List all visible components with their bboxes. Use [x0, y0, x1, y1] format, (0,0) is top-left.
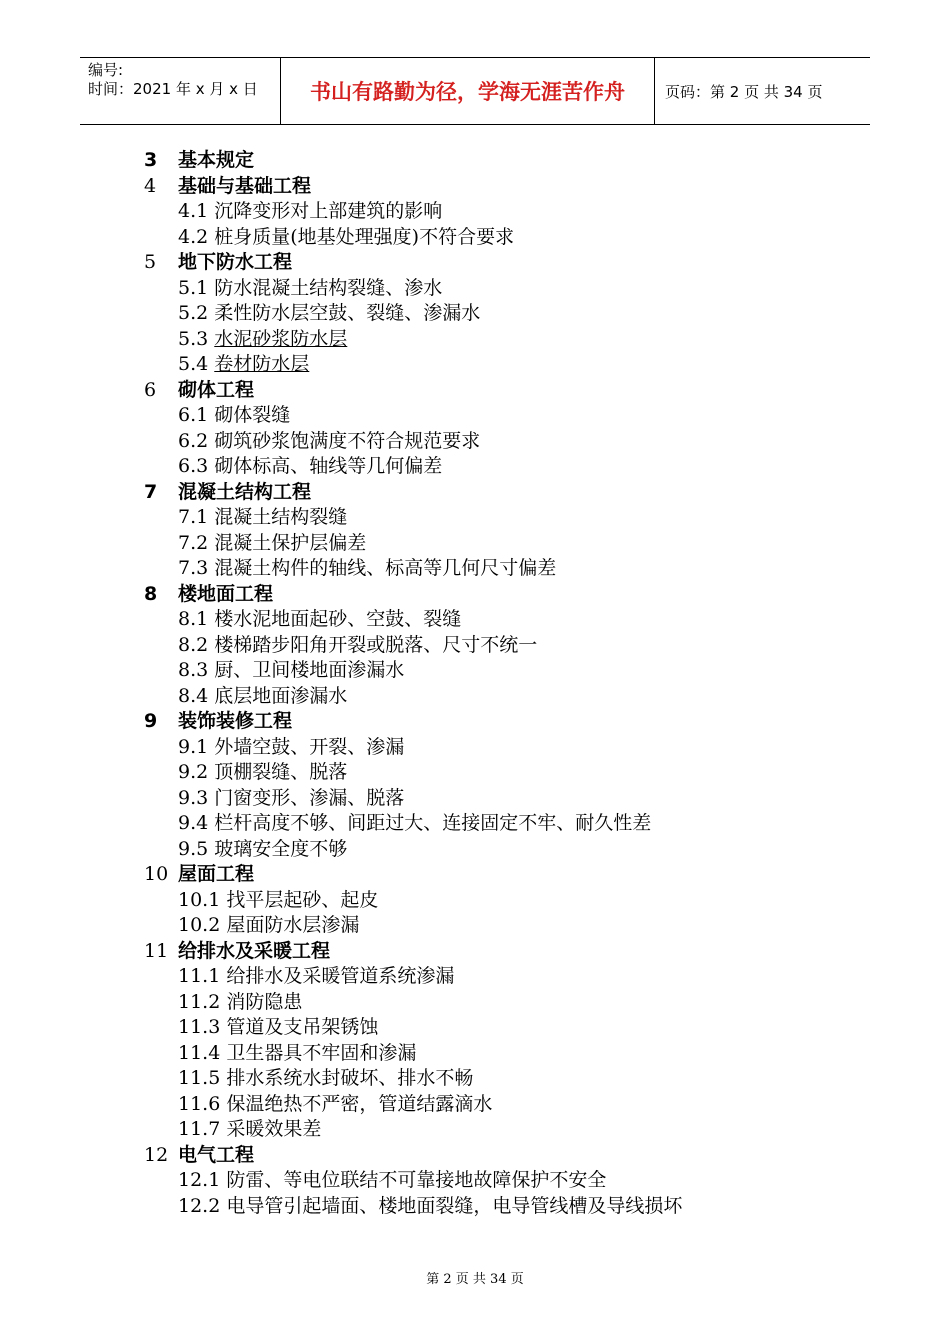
toc-subsection — [0, 913, 950, 939]
toc-subsection — [0, 225, 950, 251]
header-motto: 书山有路勤为径，学海无涯苦作舟 — [281, 58, 655, 124]
toc-subsection — [0, 1168, 950, 1194]
toc-subsection-text: 12.1 防雷、等电位联结不可靠接地故障保护不安全 — [178, 1169, 607, 1191]
toc-subsection-text: 水泥砂浆防水层 — [214, 327, 348, 350]
toc-section-number: 3 — [144, 149, 158, 171]
toc-subsection — [0, 505, 950, 531]
toc-section-number: 4 — [144, 174, 157, 197]
toc-subsection — [0, 1117, 950, 1143]
toc-subsection-text: 11.4 卫生器具不牢固和渗漏 — [178, 1041, 417, 1064]
header-page-info: 页码：第 2 页 共 34 页 — [665, 82, 823, 101]
toc-subsection — [0, 633, 950, 659]
toc-subsection-number: 5.4 — [178, 353, 215, 375]
table-of-contents — [0, 148, 950, 1219]
toc-subsection — [0, 276, 950, 302]
toc-subsection — [0, 454, 950, 480]
toc-subsection — [0, 735, 950, 761]
toc-section-number: 12 — [144, 1143, 169, 1166]
toc-section — [0, 862, 950, 888]
toc-subsection — [0, 1194, 950, 1220]
toc-subsection — [0, 811, 950, 837]
toc-subsection — [0, 684, 950, 710]
toc-section-title: 基本规定 — [178, 149, 255, 171]
toc-subsection — [0, 990, 950, 1016]
toc-subsection — [0, 1066, 950, 1092]
page-header — [80, 57, 870, 125]
toc-subsection-text: 10.1 找平层起砂、起皮 — [178, 888, 379, 911]
toc-subsection — [0, 429, 950, 455]
toc-subsection-text: 8.3 厨、卫间楼地面渗漏水 — [178, 659, 405, 681]
toc-subsection — [0, 964, 950, 990]
toc-subsection-text: 11.1 给排水及采暖管道系统渗漏 — [178, 965, 455, 987]
toc-subsection-text: 7.3 混凝土构件的轴线、标高等几何尺寸偏差 — [178, 557, 557, 579]
toc-subsection-text: 10.2 屋面防水层渗漏 — [178, 914, 360, 936]
toc-subsection-text: 9.1 外墙空鼓、开裂、渗漏 — [178, 735, 405, 758]
toc-subsection — [0, 531, 950, 557]
toc-section-number: 5 — [144, 251, 157, 273]
toc-subsection — [0, 403, 950, 429]
toc-subsection-text: 4.2 桩身质量(地基处理强度)不符合要求 — [178, 225, 515, 248]
toc-section — [0, 480, 950, 506]
toc-subsection — [0, 556, 950, 582]
toc-section-number: 8 — [144, 582, 158, 605]
toc-subsection — [0, 607, 950, 633]
toc-subsection-text: 卷材防水层 — [214, 353, 310, 375]
toc-section-title: 楼地面工程 — [178, 582, 274, 605]
toc-subsection-text: 7.2 混凝土保护层偏差 — [178, 531, 367, 554]
header-meta — [80, 58, 281, 124]
toc-section — [0, 148, 950, 174]
toc-subsection-text: 12.2 电导管引起墙面、楼地面裂缝，电导管线槽及导线损坏 — [178, 1194, 683, 1217]
toc-subsection — [0, 786, 950, 812]
page-footer: 第 2 页 共 34 页 — [426, 1272, 524, 1287]
toc-subsection-text: 11.5 排水系统水封破坏、排水不畅 — [178, 1067, 474, 1089]
toc-section — [0, 378, 950, 404]
toc-subsection-text: 8.4 底层地面渗漏水 — [178, 684, 348, 707]
toc-subsection — [0, 1092, 950, 1118]
toc-section-number: 11 — [144, 939, 169, 962]
toc-section-title: 地下防水工程 — [178, 251, 293, 273]
toc-subsection — [0, 888, 950, 914]
toc-section-number: 10 — [144, 863, 169, 885]
toc-subsection — [0, 327, 950, 353]
toc-subsection-text: 6.3 砌体标高、轴线等几何偏差 — [178, 455, 443, 477]
toc-section — [0, 582, 950, 608]
toc-subsection — [0, 760, 950, 786]
document-number-label: 编号: — [88, 61, 124, 79]
toc-subsection-text: 11.6 保温绝热不严密，管道结露滴水 — [178, 1092, 493, 1115]
toc-section-title: 砌体工程 — [178, 378, 255, 401]
toc-subsection-text: 5.2 柔性防水层空鼓、裂缝、渗漏水 — [178, 302, 481, 324]
toc-subsection-text: 11.2 消防隐患 — [178, 990, 303, 1013]
toc-subsection-text: 11.7 采暖效果差 — [178, 1118, 322, 1140]
toc-subsection-text: 9.3 门窗变形、渗漏、脱落 — [178, 786, 405, 809]
toc-subsection-text: 8.1 楼水泥地面起砂、空鼓、裂缝 — [178, 608, 462, 630]
toc-subsection-text: 9.2 顶棚裂缝、脱落 — [178, 761, 348, 783]
toc-subsection-text: 9.5 玻璃安全度不够 — [178, 837, 348, 860]
toc-subsection-text: 4.1 沉降变形对上部建筑的影响 — [178, 200, 443, 222]
toc-section — [0, 939, 950, 965]
toc-subsection-text: 7.1 混凝土结构裂缝 — [178, 506, 348, 528]
toc-section — [0, 1143, 950, 1169]
toc-subsection — [0, 658, 950, 684]
toc-section-number: 7 — [144, 480, 158, 503]
toc-subsection-text: 5.1 防水混凝土结构裂缝、渗水 — [178, 276, 443, 299]
toc-subsection-text: 8.2 楼梯踏步阳角开裂或脱落、尺寸不统一 — [178, 633, 538, 656]
document-date: 时间：2021 年 x 月 x 日 — [88, 80, 258, 98]
toc-subsection — [0, 352, 950, 378]
toc-section-title: 电气工程 — [178, 1143, 255, 1166]
toc-subsection-text: 6.2 砌筑砂浆饱满度不符合规范要求 — [178, 429, 481, 452]
toc-section — [0, 250, 950, 276]
toc-section-number: 6 — [144, 378, 157, 401]
toc-section-title: 基础与基础工程 — [178, 174, 312, 197]
toc-subsection-text: 11.3 管道及支吊架锈蚀 — [178, 1016, 379, 1038]
toc-subsection — [0, 1015, 950, 1041]
toc-subsection — [0, 301, 950, 327]
toc-subsection-text: 9.4 栏杆高度不够、间距过大、连接固定不牢、耐久性差 — [178, 812, 652, 834]
toc-section-title: 装饰装修工程 — [178, 710, 293, 732]
toc-section-title: 混凝土结构工程 — [178, 480, 312, 503]
toc-subsection-number: 5.3 — [178, 327, 215, 350]
toc-subsection — [0, 837, 950, 863]
toc-subsection — [0, 1041, 950, 1067]
toc-subsection — [0, 199, 950, 225]
toc-section-number: 9 — [144, 710, 158, 732]
toc-subsection-text: 6.1 砌体裂缝 — [178, 404, 291, 426]
toc-section — [0, 174, 950, 200]
toc-section — [0, 709, 950, 735]
toc-section-title: 屋面工程 — [178, 863, 255, 885]
toc-section-title: 给排水及采暖工程 — [178, 939, 331, 962]
